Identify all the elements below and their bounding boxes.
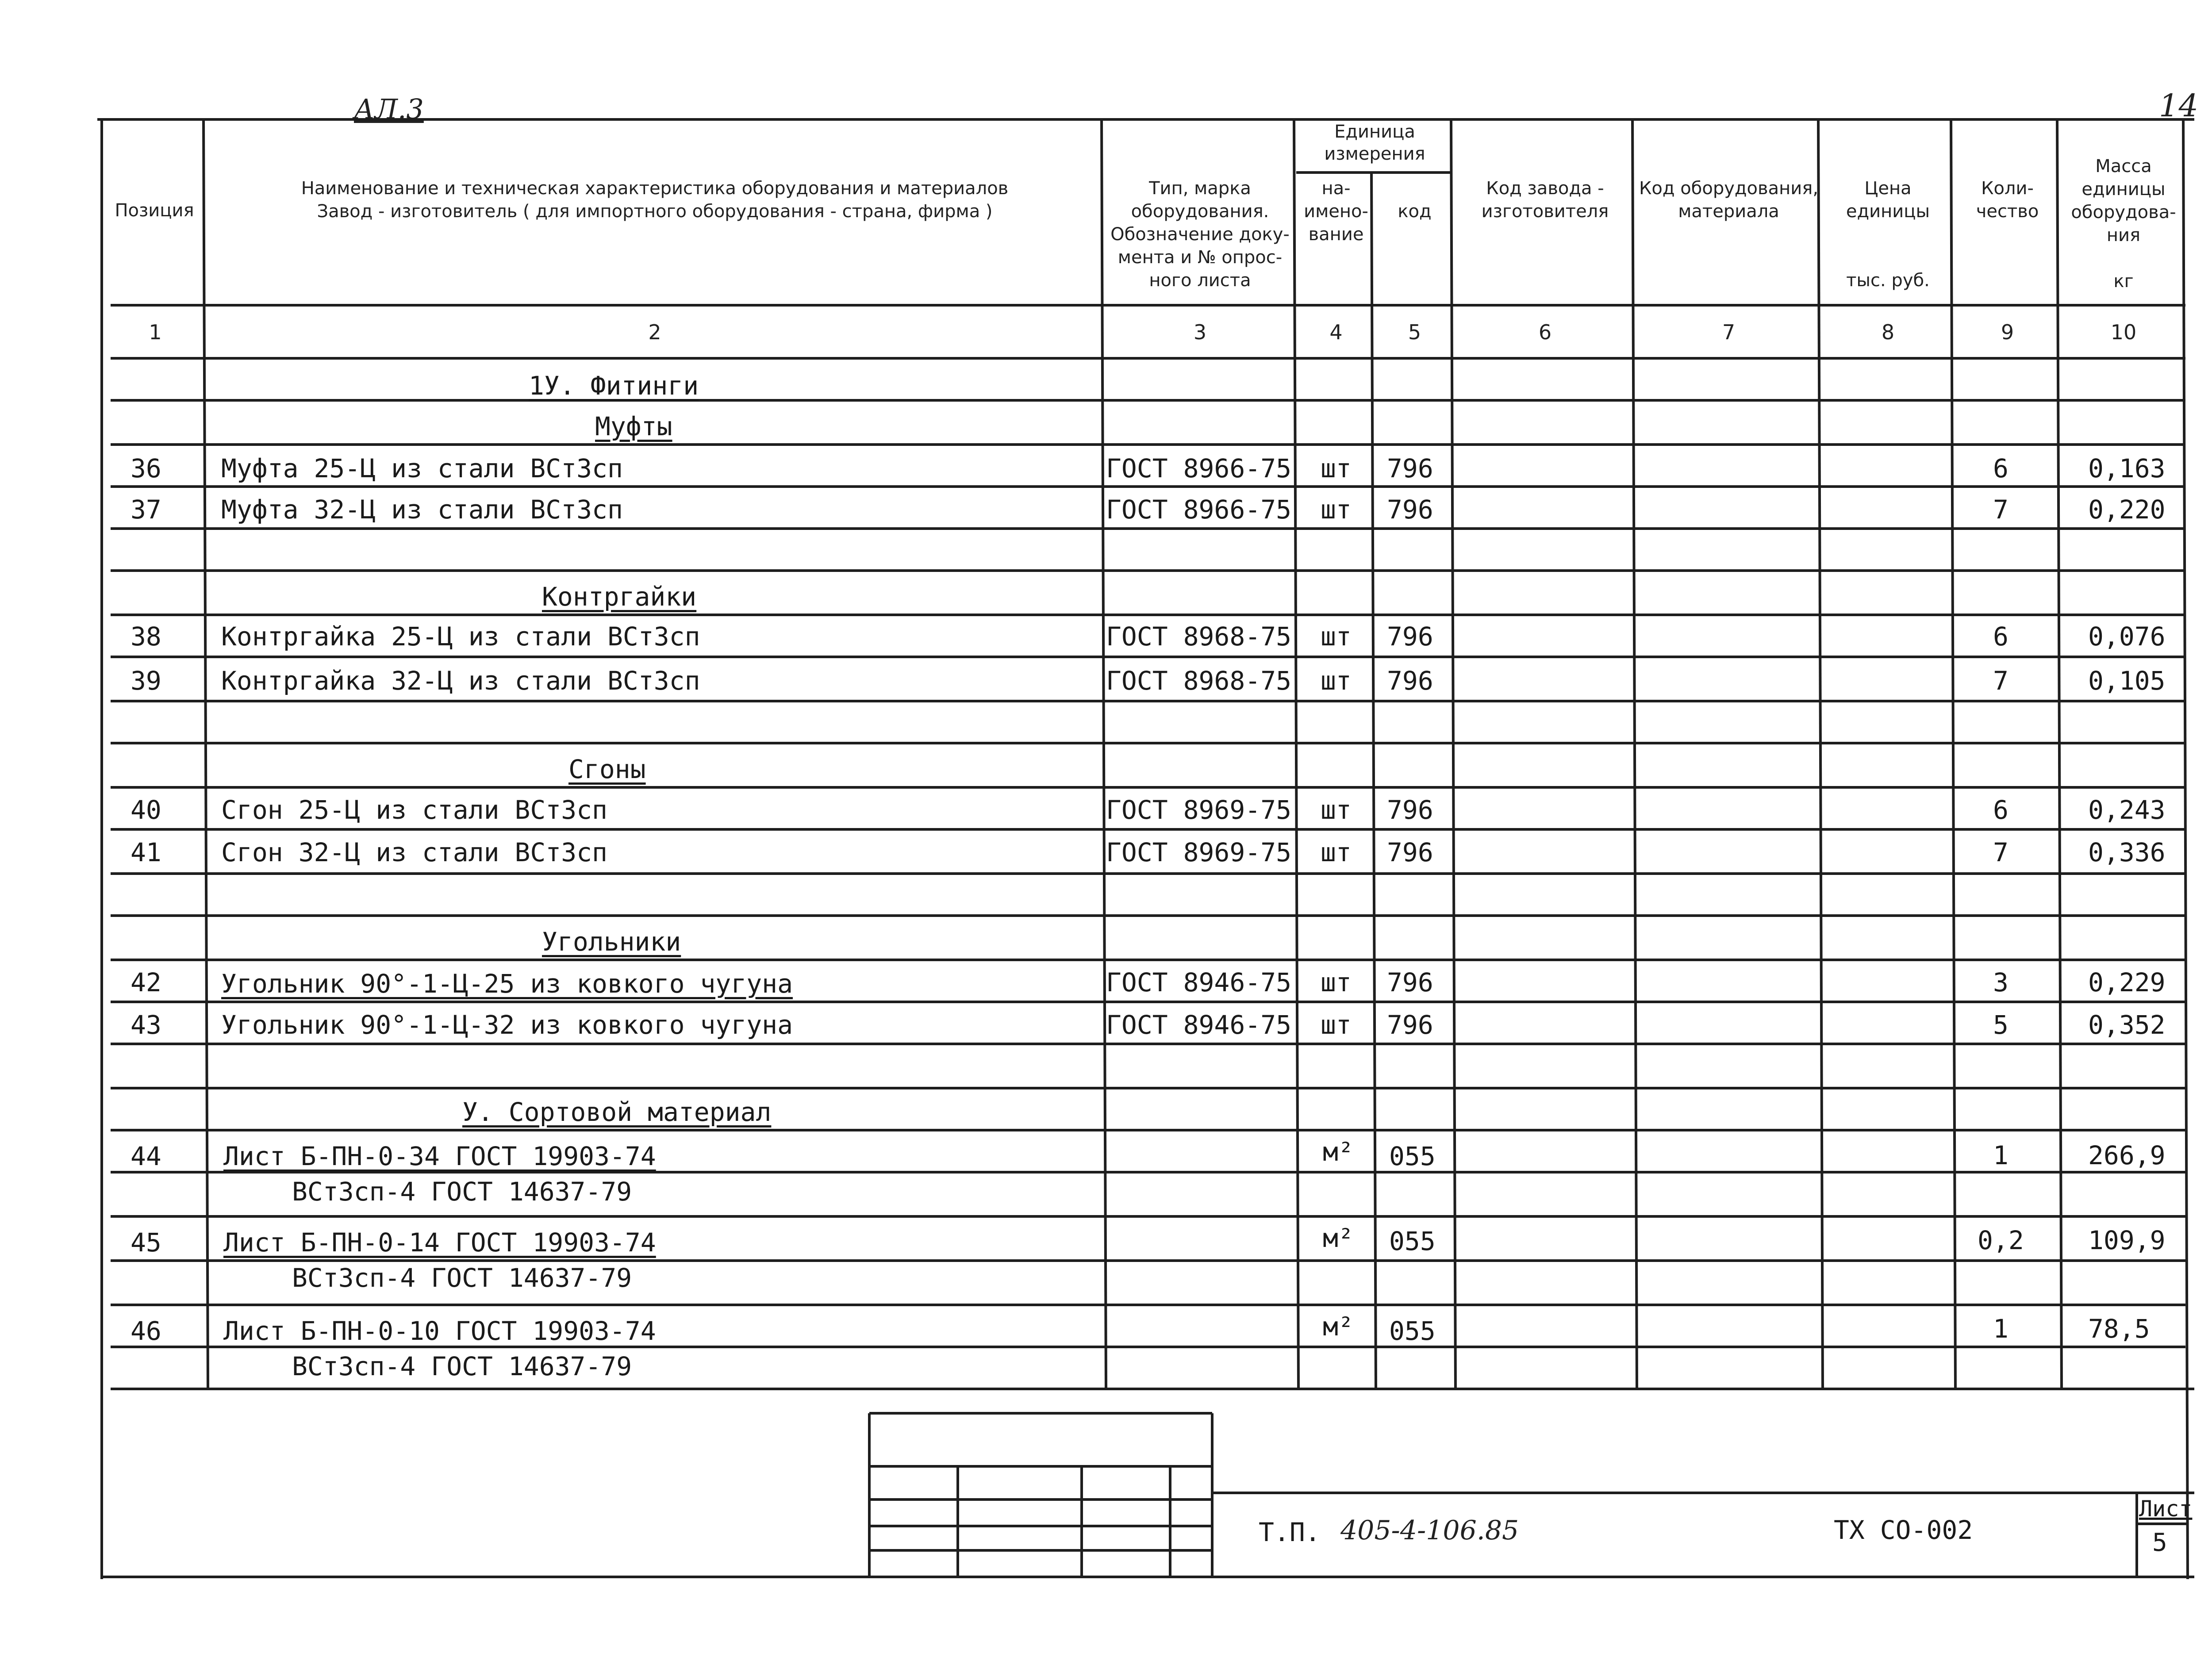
row-name: Муфта 25-Ц из стали ВСт3сп [221,453,623,483]
row-mass: 109,9 [2088,1225,2166,1255]
header-factory-code-line2: изготовителя [1481,201,1609,222]
row-name: Лист Б-ПН-0-10 ГОСТ 19903-74 [223,1316,656,1346]
row-position: 36 [131,453,161,483]
row-mass: 266,9 [2088,1140,2166,1170]
row-position: 42 [131,967,161,997]
section-heading-ugolniki: Угольники [542,927,681,957]
header-unit-group-line2: измерения [1324,144,1425,164]
row-type: ГОСТ 8966-75 [1106,495,1292,525]
row-unit-code: 796 [1387,666,1433,696]
section-heading-kontrgaiki: Контргайки [542,582,697,612]
row-name: Муфта 32-Ц из стали ВСт3сп [221,495,623,525]
header-price-line2: единицы [1846,201,1930,222]
row-name: Лист Б-ПН-0-14 ГОСТ 19903-74 [223,1227,656,1258]
row-name: Угольник 90°-1-Ц-32 из ковкого чугуна [221,1010,793,1040]
row-name: Угольник 90°-1-Ц-25 из ковкого чугуна [221,969,793,999]
row-type: ГОСТ 8946-75 [1106,967,1292,997]
row-quantity: 1 [1993,1314,2008,1344]
row-unit-code: 796 [1387,621,1433,652]
row-quantity: 1 [1993,1140,2008,1170]
column-number: 5 [1408,320,1421,344]
header-mass-line3: оборудова- [2071,202,2176,222]
row-quantity: 0,2 [1978,1225,2024,1255]
row-unit: м² [1323,1137,1354,1167]
section-heading-mufty: Муфты [595,411,672,441]
row-quantity: 7 [1993,666,2008,696]
header-unit-name-line3: вание [1308,224,1364,245]
header-price-line3: тыс. руб. [1846,270,1930,291]
row-position: 37 [131,495,161,525]
row-quantity: 5 [1993,1010,2008,1040]
row-mass: 0,336 [2088,837,2166,867]
stamp-sheet-label: Лист [2139,1496,2193,1522]
row-position: 43 [131,1010,161,1040]
row-unit: м² [1323,1223,1354,1253]
header-unit-group-line1: Единица [1334,122,1415,142]
row-unit: шт [1321,621,1352,652]
row-mass: 0,243 [2088,795,2166,825]
row-unit-code: 055 [1389,1226,1436,1256]
header-price-line1: Цена [1864,178,1912,199]
row-type: ГОСТ 8969-75 [1106,795,1292,825]
header-qty-line2: чество [1976,201,2039,222]
row-quantity: 6 [1993,795,2008,825]
column-number: 4 [1329,320,1343,344]
row-type: ГОСТ 8968-75 [1106,621,1292,652]
row-unit: шт [1321,495,1352,525]
row-mass: 0,076 [2088,621,2166,652]
header-qty-line1: Коли- [1981,178,2034,199]
column-number: 3 [1193,320,1207,344]
row-quantity: 6 [1993,453,2008,483]
header-equipment-code-line2: материала [1678,201,1779,222]
row-name: Сгон 32-Ц из стали ВСт3сп [221,837,607,867]
row-position: 39 [131,666,161,696]
row-unit: шт [1321,795,1352,825]
row-unit-code: 055 [1389,1141,1436,1171]
header-type-line1: Тип, марка [1149,178,1251,199]
row-mass: 0,105 [2088,666,2166,696]
row-unit: м² [1323,1312,1354,1342]
section-heading-fittings: 1У. Фитинги [529,371,699,401]
header-factory-code-line1: Код завода - [1486,178,1604,199]
page-corner-number: 14 [2159,88,2199,124]
column-number: 7 [1722,320,1736,344]
row-position: 45 [131,1227,161,1258]
row-mass: 0,163 [2088,453,2166,483]
row-unit-code: 796 [1387,453,1433,483]
row-name: Лист Б-ПН-0-34 ГОСТ 19903-74 [223,1141,656,1171]
top-note: АЛ.3 [354,93,424,125]
header-unit-code: код [1398,201,1432,222]
stamp-sheet-number: 5 [2152,1528,2167,1557]
section-heading-sortovoi: У. Сортовой материал [462,1097,772,1127]
row-type: ГОСТ 8966-75 [1106,453,1292,483]
header-mass-line1: Масса [2095,156,2152,176]
row-name-line2: ВСт3сп-4 ГОСТ 14637-79 [292,1351,632,1381]
row-unit: шт [1321,1010,1352,1040]
row-name-line2: ВСт3сп-4 ГОСТ 14637-79 [292,1177,632,1207]
row-name: Контргайка 25-Ц из стали ВСт3сп [221,621,700,652]
header-unit-name-line1: на- [1321,178,1351,199]
stamp-tp-number: 405-4-106.85 [1340,1515,1519,1546]
stamp-tp-label: Т.П. [1259,1517,1321,1547]
header-name-line1: Наименование и техническая характеристика оборудования и материалов [301,178,1009,199]
column-number: 2 [648,320,661,344]
row-position: 46 [131,1316,161,1346]
row-type: ГОСТ 8969-75 [1106,837,1292,867]
column-number: 1 [149,320,162,344]
header-type-line5: ного листа [1149,270,1251,291]
row-mass: 0,352 [2088,1010,2166,1040]
header-mass-line2: единицы [2081,179,2166,199]
row-unit: шт [1321,666,1352,696]
row-quantity: 6 [1993,621,2008,652]
row-quantity: 7 [1993,837,2008,867]
column-number: 10 [2110,320,2137,344]
row-quantity: 7 [1993,495,2008,525]
column-number: 6 [1538,320,1552,344]
row-unit: шт [1321,453,1352,483]
header-equipment-code-line1: Код оборудования, [1639,178,1819,199]
row-unit-code: 055 [1389,1316,1436,1346]
row-unit-code: 796 [1387,967,1433,997]
row-mass: 0,229 [2088,967,2166,997]
header-type-line4: мента и № опрос- [1118,247,1283,268]
section-heading-sgony: Сгоны [568,754,646,784]
row-unit: шт [1321,967,1352,997]
header-type-line2: оборудования. [1131,201,1269,222]
header-mass-line4: ния [2106,225,2141,245]
header-position: Позиция [115,200,194,221]
row-position: 41 [131,837,161,867]
row-position: 38 [131,621,161,652]
header-name-line2: Завод - изготовитель ( для импортного оборудования - страна, фирма ) [317,201,993,222]
header-unit-name-line2: имено- [1304,201,1368,222]
row-quantity: 3 [1993,967,2008,997]
row-unit-code: 796 [1387,495,1433,525]
row-mass: 0,220 [2088,495,2166,525]
row-mass: 78,5 [2088,1314,2150,1344]
row-name: Контргайка 32-Ц из стали ВСт3сп [221,666,700,696]
row-name-line2: ВСт3сп-4 ГОСТ 14637-79 [292,1263,632,1293]
header-mass-line5: кг [2113,271,2134,291]
row-position: 40 [131,795,161,825]
row-position: 44 [131,1141,161,1171]
row-type: ГОСТ 8968-75 [1106,666,1292,696]
row-unit-code: 796 [1387,1010,1433,1040]
row-unit-code: 796 [1387,837,1433,867]
header-type-line3: Обозначение доку- [1110,224,1290,245]
row-name: Сгон 25-Ц из стали ВСт3сп [221,795,607,825]
column-number: 9 [2001,320,2014,344]
row-type: ГОСТ 8946-75 [1106,1010,1292,1040]
row-unit-code: 796 [1387,795,1433,825]
stamp-doc-code: ТХ СО-002 [1834,1515,1973,1545]
row-unit: шт [1321,837,1352,867]
column-number: 8 [1881,320,1895,344]
